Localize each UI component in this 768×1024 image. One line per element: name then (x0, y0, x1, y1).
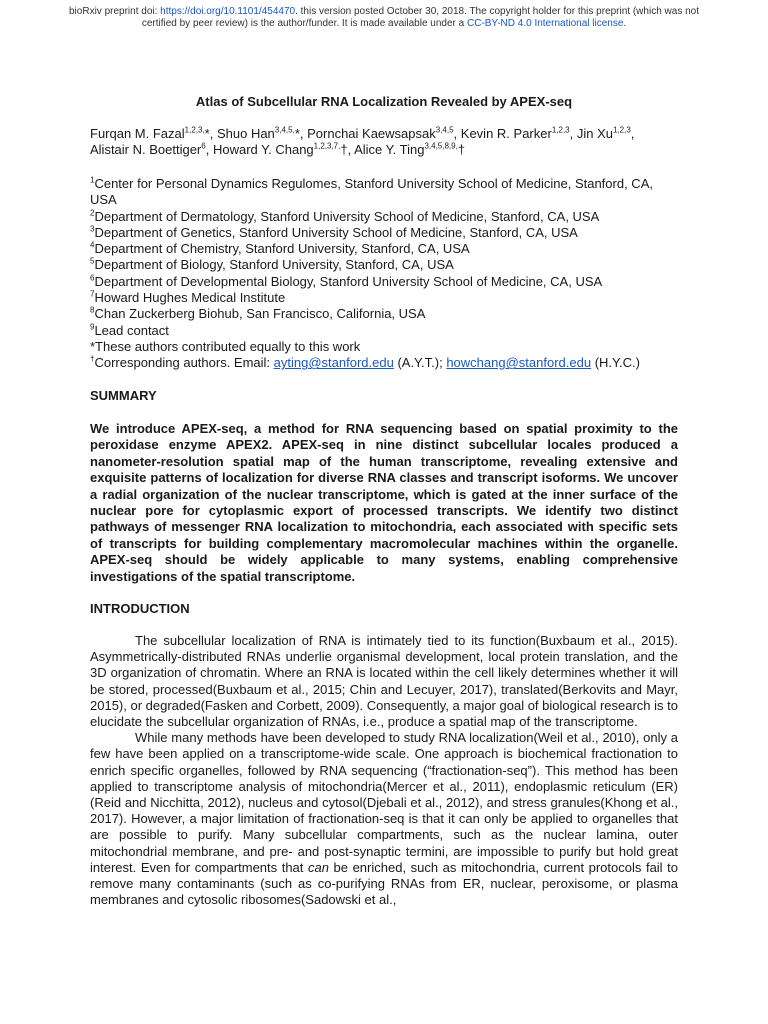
affiliation-item (90, 257, 678, 273)
affiliation-text: Lead contact (94, 322, 169, 338)
preprint-prefix: bioRxiv preprint doi: (69, 6, 161, 17)
summary-text: We introduce APEX-seq, a method for RNA sequencing based on spatial proximity to the peroxidase enzyme APEX2. APEX-seq in nine distinct subcellular locales produced a nanometer-resolution spatial map of the human transcriptome, revealing extensive and exquisite patterns of localization for diverse RNA classes and transcript isoforms. We uncover a radial organization of the nuclear transcriptome, which is gated at the inner surface of the nuclear pore for cytoplasmic export of processed transcripts. We identify two distinct pathways of messenger RNA localization to mitochondria, each associated with specific sets of transcripts for building complementary macromolecular machines within the organelle. APEX-seq should be widely applicable to many systems, enabling comprehensive investigations of the spatial transcriptome. (90, 421, 678, 584)
affiliation-number: 5 (90, 257, 95, 267)
author-list (90, 126, 678, 159)
author-name: Kevin R. Parker (460, 126, 552, 141)
affiliation-text: Department of Developmental Biology, Stanford University School of Medicine, CA, USA (94, 273, 603, 289)
email-link-ting[interactable]: ayting@stanford.edu (273, 355, 394, 371)
introduction-body (90, 633, 678, 908)
preprint-statement: . this version posted October 30, 2018. The copyright holder for this preprint (which was not certified by peer review) is the author/funder. It is made available under a (141, 6, 699, 29)
author-separator: *, (204, 126, 217, 141)
intro-paragraph-1: The subcellular localization of RNA is intimately tied to its function(Buxbaum et al., 2015). Asymmetrically-distributed RNAs underlie organismal development, local protein translation, and the 3D organization of chromatin. Where an RNA is located within the cell likely determines whether it will be stored, processed(Buxbaum et al., 2015; Chin and Lecuyer, 2017), translated(Berkovits and Mayr, 2015), or degraded(Fasken and Corbett, 2009). Consequently, a major goal of biological research is to elucidate the subcellular organization of RNAs, i.e., produce a spatial map of the transcriptome. (90, 633, 678, 730)
author-name: Furqan M. Fazal (90, 126, 185, 141)
affiliation-item (90, 209, 678, 225)
summary-heading: SUMMARY (90, 388, 157, 403)
corresponding-authors (90, 355, 678, 371)
affiliation-text: Howard Hughes Medical Institute (94, 290, 286, 306)
author-affiliation-marks: 1,2,3 (551, 125, 570, 135)
corresponding-end: (H.Y.C.) (591, 355, 640, 371)
author-name: Howard Y. Chang (212, 142, 314, 158)
author-affiliation-marks: 1,2,3, (184, 125, 205, 135)
affiliation-text: Department of Dermatology, Stanford University School of Medicine, Stanford, CA, USA (94, 208, 600, 224)
author-separator: *, (294, 126, 308, 141)
intro-paragraph-2 (90, 730, 678, 908)
affiliation-item (90, 176, 678, 209)
author-separator: † (457, 142, 466, 158)
affiliation-number: 7 (90, 289, 95, 299)
author-affiliation-marks: 3,4,5,8,9, (424, 141, 458, 151)
author-separator: †, (340, 142, 355, 158)
author-name: Shuo Han (216, 126, 275, 141)
affiliation-item (90, 241, 678, 257)
affiliation-number: 2 (90, 208, 95, 218)
author-affiliation-marks: 1,2,3 (613, 125, 631, 135)
affiliation-list (90, 176, 678, 372)
intro-p2-emphasis: can (307, 859, 329, 875)
corresponding-prefix: Corresponding authors. Email: (94, 355, 274, 371)
affiliation-text: Department of Chemistry, Stanford University, Stanford, CA, USA (94, 241, 470, 257)
paper-title: Atlas of Subcellular RNA Localization Revealed by APEX-seq (195, 94, 573, 109)
affiliation-number: 4 (90, 240, 95, 250)
doi-link[interactable]: https://doi.org/10.1101/454470 (160, 6, 296, 17)
corresponding-mid: (A.Y.T.); (393, 355, 447, 371)
author-separator: , (205, 142, 213, 158)
affiliation-item (90, 225, 678, 241)
author-name: Alice Y. Ting (354, 142, 425, 158)
author-separator: , (630, 126, 635, 141)
author-separator: , (453, 126, 461, 141)
author-affiliation-marks: 6 (201, 141, 206, 151)
affiliation-number: 3 (90, 224, 95, 234)
author-name: Alistair N. Boettiger (90, 142, 202, 158)
affiliation-number: 9 (90, 322, 95, 332)
equal-contribution-note: *These authors contributed equally to this work (90, 338, 361, 354)
affiliation-text: Chan Zuckerberg Biohub, San Francisco, California, USA (94, 306, 426, 322)
author-affiliation-marks: 1,2,3,7, (313, 141, 341, 151)
affiliation-item (90, 323, 678, 339)
introduction-heading: INTRODUCTION (90, 601, 190, 616)
affiliation-item (90, 306, 678, 322)
email-link-chang[interactable]: howchang@stanford.edu (446, 355, 592, 371)
affiliation-item (90, 274, 678, 290)
preprint-header (60, 6, 708, 30)
affiliation-item (90, 290, 678, 306)
dagger-mark: † (90, 354, 95, 364)
author-name: Pornchai Kaewsapsak (307, 126, 436, 141)
author-name: Jin Xu (576, 126, 613, 141)
affiliation-text: Department of Genetics, Stanford University School of Medicine, Stanford, CA, USA (94, 224, 578, 240)
license-link[interactable]: CC-BY-ND 4.0 International license (467, 18, 624, 29)
intro-p2-end: be enriched, such as mitochondria, current protocols fail to remove many contaminants (such as co-purifying RNAs from ER, nuclear, peroxisome, or plasma membranes and cytosolic ribosomes(Sadowski et al., (90, 859, 678, 908)
affiliation-number: 1 (90, 175, 95, 185)
affiliation-number: 8 (90, 306, 95, 316)
author-affiliation-marks: 3,4,5, (274, 125, 295, 135)
author-affiliation-marks: 3,4,5 (435, 125, 454, 135)
preprint-end: . (623, 18, 627, 29)
affiliation-text: Center for Personal Dynamics Regulomes, Stanford University School of Medicine, Stanford, CA, USA (90, 176, 653, 208)
affiliation-text: Department of Biology, Stanford University, Stanford, CA, USA (94, 257, 454, 273)
intro-p2-start: While many methods have been developed to study RNA localization(Weil et al., 2010), only a few have been applied on a transcriptome-wide scale. One approach is biochemical fractionation to enrich specific organelles, followed by RNA sequencing (“fractionation-seq”). This method has been applied to transcriptome analysis of mitochondria(Mercer et al., 2011), endoplasmic reticulum (ER)(Reid and Nicchitta, 2012), nucleus and cytosol(Djebali et al., 2012), and stress granules(Khong et al., 2017). However, a major limitation of fractionation-seq is that it can only be applied to organelles that are possible to purify. Many subcellular compartments, such as the nuclear lamina, outer mitochondrial membrane, and pre- and post-synaptic termini, are impossible to purify but hold great interest. Even for compartments that (90, 730, 678, 875)
affiliation-number: 6 (90, 273, 95, 283)
author-separator: , (569, 126, 577, 141)
